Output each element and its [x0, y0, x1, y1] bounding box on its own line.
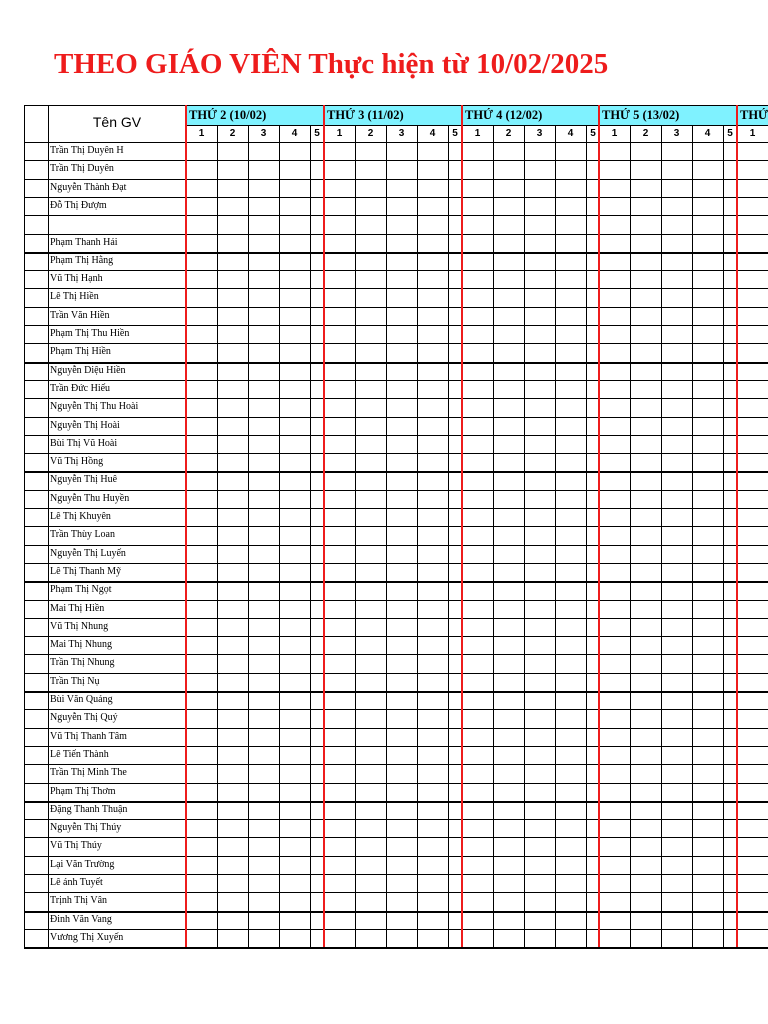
grid-line-h: [24, 362, 768, 364]
day-header-label: THỨ 2 (10/02): [189, 108, 267, 122]
period-number: 4: [291, 128, 298, 139]
grid-line-v: [24, 105, 25, 947]
teacher-name: Lê Thị Hiền: [50, 291, 99, 303]
teacher-name: Trần Thị Nụ: [50, 675, 100, 687]
teacher-name: Lê ánh Tuyết: [50, 877, 103, 888]
grid-line-h: [24, 563, 768, 564]
teacher-name: Đinh Văn Vang: [50, 913, 112, 925]
grid-line-h: [24, 545, 768, 546]
grid-line-v: [723, 125, 724, 947]
teacher-name: Trần Văn Hiền: [50, 309, 110, 321]
grid-line-v: [692, 125, 693, 947]
grid-line-v: [355, 125, 356, 947]
teacher-name: Phạm Thị Thu Hiền: [50, 328, 130, 339]
teacher-name: Phạm Thị Hiền: [50, 346, 111, 358]
teacher-name: Vũ Thị Nhung: [50, 620, 109, 632]
teacher-name: Trần Thị Duyên: [50, 163, 114, 175]
grid-line-h: [24, 179, 768, 180]
day-header-label: THỨ 3 (11/02): [327, 108, 404, 122]
teacher-name: Nguyễn Thị Huê: [50, 474, 118, 486]
grid-line-h: [24, 215, 768, 216]
grid-line-h: [24, 307, 768, 308]
grid-line-h: [24, 325, 768, 326]
teacher-name: Trần Thị Nhung: [50, 657, 115, 669]
period-number: 5: [590, 128, 596, 139]
teacher-name: Nguyễn Diệu Hiền: [50, 364, 126, 376]
grid-line-v: [524, 125, 525, 947]
teacher-name: Đặng Thanh Thuận: [50, 803, 128, 815]
grid-line-h: [24, 764, 768, 765]
teacher-name: Nguyễn Thị Thúy: [50, 822, 122, 834]
teacher-name: Mai Thị Hiền: [50, 602, 105, 614]
period-number: 3: [536, 128, 543, 139]
grid-line-v: [386, 125, 387, 947]
period-number: 1: [749, 128, 756, 139]
period-number: 3: [260, 128, 267, 139]
day-header-label: THỨ 5 (13/02): [602, 108, 680, 122]
day-separator-line: [323, 105, 325, 947]
period-number: 1: [611, 128, 618, 139]
grid-line-h: [24, 105, 768, 106]
grid-line-v: [417, 125, 418, 947]
grid-line-h: [24, 947, 768, 949]
teacher-name: Trịnh Thị Vân: [50, 895, 108, 907]
grid-line-h: [24, 197, 768, 198]
grid-line-h: [24, 142, 768, 143]
grid-line-h: [24, 270, 768, 271]
teacher-name: Phạm Thanh Hải: [50, 236, 118, 248]
grid-line-h: [24, 435, 768, 436]
grid-line-h: [24, 709, 768, 710]
teacher-name: Vũ Thị Thúy: [50, 840, 102, 852]
teacher-name: Lại Văn Trường: [50, 858, 115, 870]
grid-line-h: [24, 417, 768, 418]
period-number: 2: [229, 128, 236, 139]
period-number: 1: [336, 128, 343, 139]
period-number: 1: [474, 128, 481, 139]
grid-line-h: [24, 490, 768, 491]
grid-line-h: [24, 160, 768, 161]
grid-line-v: [310, 125, 311, 947]
day-separator-line: [598, 105, 600, 947]
grid-line-h: [24, 343, 768, 344]
day-separator-line: [461, 105, 463, 947]
page-title: THEO GIÁO VIÊN Thực hiện từ 10/02/2025: [54, 48, 609, 80]
teacher-name: Vũ Thị Thanh Tâm: [50, 730, 127, 742]
grid-line-h: [24, 380, 768, 381]
grid-line-h: [24, 691, 768, 693]
day-header-label: THỨ 4 (12/02): [465, 108, 543, 122]
grid-line-h: [24, 856, 768, 857]
teacher-name: Trần Thị Duyên H: [50, 145, 124, 156]
teacher-name: Phạm Thị Thơm: [50, 785, 116, 797]
teacher-name: Bùi Thị Vũ Hoài: [50, 437, 118, 449]
grid-line-h: [24, 288, 768, 289]
grid-line-h: [24, 618, 768, 619]
grid-line-h: [24, 581, 768, 583]
grid-line-h: [24, 746, 768, 747]
grid-line-h: [24, 654, 768, 655]
grid-line-v: [448, 125, 449, 947]
teacher-name: Vũ Thị Hạnh: [50, 273, 103, 285]
teacher-name: Vũ Thị Hồng: [50, 456, 104, 468]
period-number: 3: [673, 128, 680, 139]
teacher-name: Lê Tiến Thành: [50, 748, 109, 760]
teacher-name: Đỗ Thị Đượm: [50, 199, 107, 211]
grid-line-h: [24, 234, 768, 235]
teacher-name: Lê Thị Khuyên: [50, 511, 111, 522]
grid-line-h: [186, 125, 768, 126]
teacher-name: Vương Thị Xuyến: [50, 931, 124, 943]
period-number: 2: [367, 128, 374, 139]
grid-line-h: [24, 453, 768, 454]
day-header-label: THỨ: [740, 108, 768, 122]
grid-line-v: [279, 125, 280, 947]
teacher-name: Nguyễn Thị Luyến: [50, 547, 126, 559]
period-number: 3: [398, 128, 405, 139]
teacher-name: Trần Đức Hiếu: [50, 382, 111, 394]
teacher-name: Nguyễn Thị Hoài: [50, 419, 120, 431]
period-number: 5: [452, 128, 458, 139]
day-separator-line: [736, 105, 738, 947]
grid-line-v: [493, 125, 494, 947]
grid-line-h: [24, 837, 768, 838]
grid-line-v: [630, 125, 631, 947]
grid-line-v: [248, 125, 249, 947]
grid-line-h: [24, 783, 768, 784]
period-number: 2: [642, 128, 649, 139]
grid-line-h: [24, 874, 768, 875]
grid-line-h: [24, 636, 768, 637]
name-column-header: Tên GV: [92, 114, 142, 130]
grid-line-v: [661, 125, 662, 947]
grid-line-h: [24, 911, 768, 913]
teacher-name: Lê Thị Thanh Mỹ: [50, 565, 122, 577]
period-number: 4: [704, 128, 711, 139]
grid-line-h: [24, 819, 768, 820]
grid-line-h: [24, 398, 768, 399]
grid-line-v: [586, 125, 587, 947]
grid-line-h: [24, 892, 768, 893]
grid-line-v: [217, 125, 218, 947]
teacher-name: Nguyễn Thành Đạt: [50, 181, 127, 193]
teacher-name: Phạm Thị Hằng: [50, 254, 114, 266]
grid-line-h: [24, 471, 768, 473]
grid-line-v: [48, 105, 49, 947]
grid-line-h: [24, 526, 768, 527]
period-number: 2: [505, 128, 512, 139]
teacher-name: Trần Thùy Loan: [50, 529, 115, 541]
teacher-name: Bùi Văn Quảng: [50, 694, 113, 705]
grid-line-v: [555, 125, 556, 947]
teacher-name: Nguyễn Thị Quý: [50, 712, 118, 724]
teacher-name: Mai Thị Nhung: [50, 639, 113, 651]
grid-line-h: [24, 252, 768, 254]
grid-line-h: [24, 600, 768, 601]
day-separator-line: [185, 105, 187, 947]
period-number: 5: [314, 128, 320, 139]
period-number: 5: [727, 128, 733, 139]
teacher-name: Phạm Thị Ngọt: [50, 584, 112, 596]
grid-line-h: [24, 508, 768, 509]
period-number: 4: [429, 128, 436, 139]
period-number: 1: [198, 128, 205, 139]
period-number: 4: [567, 128, 574, 139]
teacher-name: Trần Thị Minh The: [50, 767, 127, 779]
teacher-name: Nguyễn Thị Thu Hoài: [50, 401, 139, 413]
grid-line-h: [24, 673, 768, 674]
grid-line-h: [24, 728, 768, 729]
grid-line-h: [24, 929, 768, 930]
grid-line-h: [24, 801, 768, 803]
teacher-name: Nguyễn Thu Huyền: [50, 492, 130, 504]
